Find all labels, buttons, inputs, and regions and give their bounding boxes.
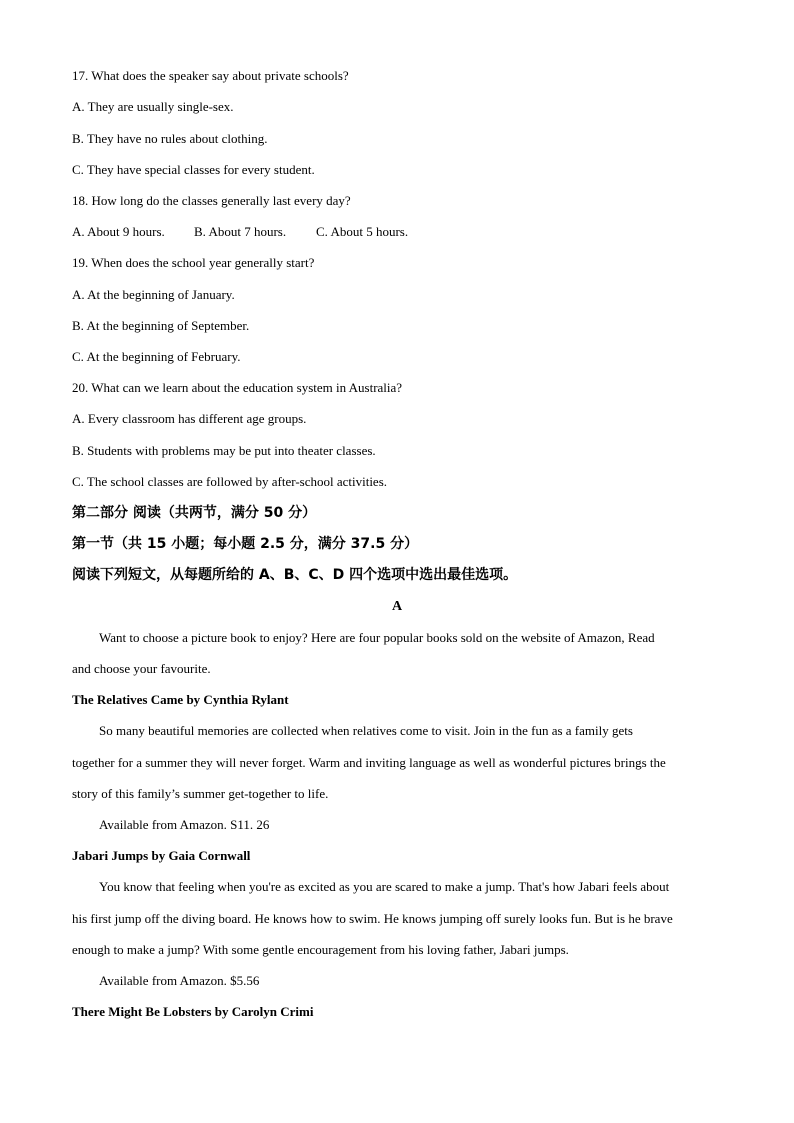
part-title: 第二部分 阅读（共两节，满分 50 分） — [72, 505, 317, 521]
question-18-option-c: C. About 5 hours. — [316, 224, 409, 239]
question-20-option-b: B. Students with problems may be put into theater classes. — [72, 443, 376, 458]
question-18-option-b: B. About 7 hours. — [194, 224, 287, 239]
question-17-stem: 17. What does the speaker say about private schools? — [72, 68, 349, 83]
book-2-text-line-1: You know that feeling when you're as excited as you are scared to make a jump. That's how Jabari feels about — [99, 879, 670, 894]
question-20-option-a: A. Every classroom has different age groups. — [72, 411, 307, 426]
section-instruction: 阅读下列短文，从每题所给的 A、B、C、D 四个选项中选出最佳选项。 — [72, 567, 518, 583]
question-19-option-a: A. At the beginning of January. — [72, 287, 235, 302]
question-19-stem: 19. When does the school year generally start? — [72, 255, 315, 270]
book-1-text-line-2: together for a summer they will never forget. Warm and inviting language as well as wonderful pictures brings the — [72, 755, 666, 770]
book-2-text-line-2: his first jump off the diving board. He knows how to swim. He knows jumping off surely looks fun. But is he brave — [72, 911, 673, 926]
question-18-option-a: A. About 9 hours. — [72, 224, 165, 239]
passage-label: A — [391, 599, 403, 614]
book-1-price: Available from Amazon. S11. 26 — [99, 817, 270, 832]
book-2-text-line-3: enough to make a jump? With some gentle encouragement from his loving father, Jabari jumps. — [72, 942, 569, 957]
question-18-stem: 18. How long do the classes generally last every day? — [72, 193, 351, 208]
book-2-price: Available from Amazon. $5.56 — [99, 973, 260, 988]
passage-intro-line-2: and choose your favourite. — [72, 661, 211, 676]
question-17-option-b: B. They have no rules about clothing. — [72, 131, 268, 146]
question-19-option-b: B. At the beginning of September. — [72, 318, 250, 333]
passage-intro-line-1: Want to choose a picture book to enjoy? Here are four popular books sold on the website of Amazon, Read — [99, 630, 655, 645]
book-3-title: There Might Be Lobsters by Carolyn Crimi — [72, 1004, 314, 1019]
question-17-option-c: C. They have special classes for every student. — [72, 162, 315, 177]
question-20-stem: 20. What can we learn about the education system in Australia? — [72, 380, 403, 395]
book-2-title: Jabari Jumps by Gaia Cornwall — [72, 848, 251, 863]
book-1-title: The Relatives Came by Cynthia Rylant — [72, 692, 289, 707]
question-20-option-c: C. The school classes are followed by after-school activities. — [72, 474, 388, 489]
question-17-option-a: A. They are usually single-sex. — [72, 99, 234, 114]
section-subtitle: 第一节（共 15 小题；每小题 2.5 分，满分 37.5 分） — [72, 536, 419, 552]
book-1-text-line-3: story of this family’s summer get-together to life. — [72, 786, 329, 801]
question-19-option-c: C. At the beginning of February. — [72, 349, 241, 364]
book-1-text-line-1: So many beautiful memories are collected when relatives come to visit. Join in the fun as a family gets — [99, 723, 633, 738]
question-18-options — [72, 223, 722, 241]
